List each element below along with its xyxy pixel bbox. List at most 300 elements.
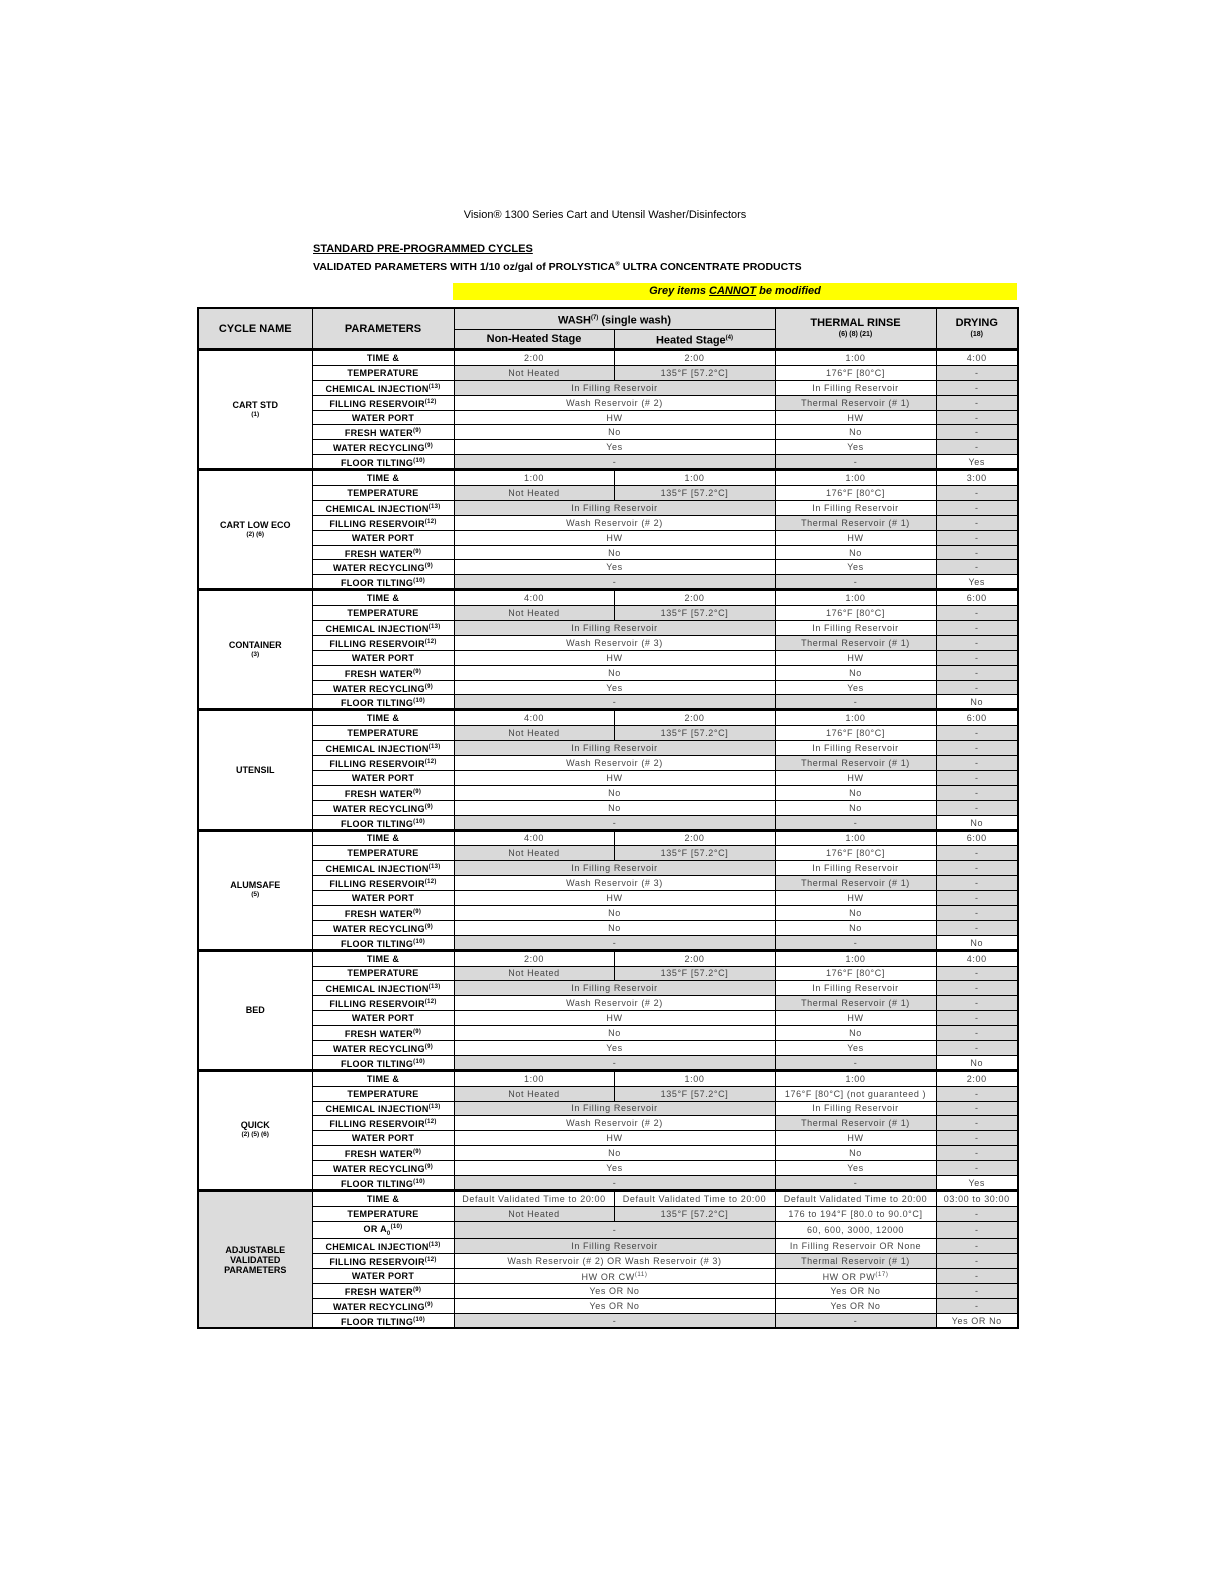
value-cell: Wash Reservoir (# 2) OR Wash Reservoir (# 3): [454, 1254, 775, 1269]
table-row: [198, 606, 1018, 621]
value-cell: -: [936, 756, 1018, 771]
value-cell: 4:00: [454, 710, 614, 726]
value-cell: -: [454, 1221, 775, 1239]
param-label: CHEMICAL INJECTION$^{(13)}$: [312, 1239, 454, 1254]
table-row: [198, 1269, 1018, 1284]
table-row: [198, 1254, 1018, 1269]
value-cell: -: [454, 455, 775, 470]
value-cell: 2:00: [614, 350, 775, 366]
table-row: [198, 1086, 1018, 1101]
value-cell: In Filling Reservoir: [775, 1101, 936, 1116]
value-cell: -: [775, 1313, 936, 1328]
value-cell: -: [936, 1026, 1018, 1041]
value-cell: 135°F [57.2°C]: [614, 365, 775, 380]
value-cell: -: [454, 935, 775, 950]
value-cell: In Filling Reservoir: [454, 861, 775, 876]
value-cell: -: [775, 1175, 936, 1190]
section-subheading: VALIDATED PARAMETERS WITH 1/10 oz/gal of PROLYSTICA® ULTRA CONCENTRATE PRODUCTS: [313, 261, 802, 273]
value-cell: HW: [454, 410, 775, 425]
value-cell: 1:00: [775, 470, 936, 486]
value-cell: No: [775, 665, 936, 680]
value-cell: No: [775, 545, 936, 560]
value-cell: No: [775, 425, 936, 440]
table-row: [198, 815, 1018, 830]
cycle-name: ALUMSAFE (5): [198, 830, 312, 950]
value-cell: Not Heated: [454, 726, 614, 741]
table-row: [198, 470, 1018, 486]
value-cell: -: [936, 981, 1018, 996]
value-cell: 3:00: [936, 470, 1018, 486]
param-label: TIME &: [312, 1070, 454, 1086]
cycle-name: ADJUSTABLE VALIDATED PARAMETERS: [198, 1190, 312, 1328]
param-label: TIME &: [312, 1190, 454, 1206]
value-cell: HW: [775, 410, 936, 425]
header-thermal-rinse: THERMAL RINSE (6) (8) (21): [775, 308, 936, 350]
value-cell: HW: [775, 1131, 936, 1146]
value-cell: In Filling Reservoir: [775, 741, 936, 756]
value-cell: -: [936, 410, 1018, 425]
value-cell: Yes: [454, 560, 775, 575]
table-row: [198, 785, 1018, 800]
value-cell: Thermal Reservoir (# 1): [775, 756, 936, 771]
value-cell: -: [936, 846, 1018, 861]
param-label: WATER RECYCLING$^{(9)}$: [312, 1161, 454, 1176]
table-row: [198, 1284, 1018, 1299]
table-row: [198, 1221, 1018, 1239]
value-cell: -: [936, 800, 1018, 815]
value-cell: In Filling Reservoir: [454, 1239, 775, 1254]
table-row: [198, 920, 1018, 935]
value-cell: -: [775, 695, 936, 710]
value-cell: No: [454, 785, 775, 800]
value-cell: Thermal Reservoir (# 1): [775, 515, 936, 530]
table-row: [198, 530, 1018, 545]
table-row: [198, 800, 1018, 815]
value-cell: In Filling Reservoir: [775, 500, 936, 515]
value-cell: -: [936, 515, 1018, 530]
value-cell: Wash Reservoir (# 3): [454, 635, 775, 650]
value-cell: -: [936, 380, 1018, 395]
param-label: WATER RECYCLING$^{(9)}$: [312, 560, 454, 575]
value-cell: -: [936, 500, 1018, 515]
value-cell: -: [936, 621, 1018, 636]
value-cell: -: [775, 455, 936, 470]
value-cell: Not Heated: [454, 966, 614, 981]
value-cell: 2:00: [454, 350, 614, 366]
value-cell: No: [775, 1146, 936, 1161]
value-cell: 135°F [57.2°C]: [614, 846, 775, 861]
value-cell: HW: [775, 1011, 936, 1026]
value-cell: -: [936, 606, 1018, 621]
value-cell: -: [936, 1206, 1018, 1221]
value-cell: -: [936, 665, 1018, 680]
param-label: TIME &: [312, 950, 454, 966]
value-cell: Thermal Reservoir (# 1): [775, 635, 936, 650]
param-label: TIME &: [312, 590, 454, 606]
value-cell: HW: [775, 650, 936, 665]
value-cell: -: [936, 1161, 1018, 1176]
table-row: [198, 500, 1018, 515]
table-row: [198, 726, 1018, 741]
param-label: WATER PORT: [312, 891, 454, 906]
value-cell: -: [936, 1239, 1018, 1254]
value-cell: 2:00: [614, 710, 775, 726]
cycle-group: [198, 350, 1018, 470]
table-row: [198, 350, 1018, 366]
value-cell: Yes: [454, 1161, 775, 1176]
value-cell: Yes OR No: [936, 1313, 1018, 1328]
param-label: FLOOR TILTING$^{(10)}$: [312, 935, 454, 950]
value-cell: Default Validated Time to 20:00: [614, 1190, 775, 1206]
param-label: WATER PORT: [312, 770, 454, 785]
value-cell: No: [454, 545, 775, 560]
value-cell: -: [936, 876, 1018, 891]
value-cell: -: [775, 815, 936, 830]
table-row: [198, 590, 1018, 606]
param-label: TEMPERATURE: [312, 726, 454, 741]
value-cell: In Filling Reservoir: [775, 621, 936, 636]
value-cell: -: [936, 560, 1018, 575]
param-label: WATER RECYCLING$^{(9)}$: [312, 920, 454, 935]
value-cell: -: [936, 726, 1018, 741]
table-row: [198, 665, 1018, 680]
param-label: OR $A_0^{(10)}$: [312, 1221, 454, 1239]
value-cell: 6:00: [936, 710, 1018, 726]
param-label: FRESH WATER$^{(9)}$: [312, 665, 454, 680]
value-cell: 135°F [57.2°C]: [614, 1086, 775, 1101]
value-cell: -: [454, 1313, 775, 1328]
param-label: WATER PORT: [312, 1011, 454, 1026]
value-cell: Wash Reservoir (# 2): [454, 1116, 775, 1131]
header-non-heated-stage: Non-Heated Stage: [454, 330, 614, 350]
param-label: FRESH WATER$^{(9)}$: [312, 1146, 454, 1161]
value-cell: HW: [775, 770, 936, 785]
param-label: WATER PORT: [312, 1131, 454, 1146]
table-row: [198, 635, 1018, 650]
value-cell: No: [454, 1146, 775, 1161]
value-cell: -: [936, 635, 1018, 650]
table-row: [198, 966, 1018, 981]
table-row: [198, 1175, 1018, 1190]
value-cell: -: [936, 365, 1018, 380]
value-cell: -: [454, 1055, 775, 1070]
param-label: FILLING RESERVOIR$^{(12)}$: [312, 996, 454, 1011]
value-cell: -: [775, 935, 936, 950]
value-cell: -: [936, 1299, 1018, 1314]
value-cell: No: [454, 800, 775, 815]
value-cell: 135°F [57.2°C]: [614, 1206, 775, 1221]
table-row: [198, 395, 1018, 410]
value-cell: Yes OR No: [775, 1299, 936, 1314]
cycle-group: [198, 1070, 1018, 1190]
value-cell: In Filling Reservoir: [454, 500, 775, 515]
param-label: TEMPERATURE: [312, 846, 454, 861]
value-cell: Yes: [936, 455, 1018, 470]
table-row: [198, 1206, 1018, 1221]
param-label: FILLING RESERVOIR$^{(12)}$: [312, 395, 454, 410]
value-cell: 4:00: [454, 830, 614, 846]
value-cell: No: [454, 905, 775, 920]
param-label: FLOOR TILTING$^{(10)}$: [312, 455, 454, 470]
value-cell: Not Heated: [454, 1206, 614, 1221]
value-cell: 6:00: [936, 830, 1018, 846]
param-label: FILLING RESERVOIR$^{(12)}$: [312, 1254, 454, 1269]
value-cell: -: [936, 650, 1018, 665]
value-cell: Yes OR No: [775, 1284, 936, 1299]
value-cell: 60, 600, 3000, 12000: [775, 1221, 936, 1239]
value-cell: Thermal Reservoir (# 1): [775, 395, 936, 410]
value-cell: 1:00: [614, 470, 775, 486]
value-cell: No: [936, 1055, 1018, 1070]
param-label: CHEMICAL INJECTION$^{(13)}$: [312, 981, 454, 996]
value-cell: 176°F [80°C]: [775, 846, 936, 861]
value-cell: Yes: [775, 1161, 936, 1176]
table-row: [198, 1161, 1018, 1176]
table-row: [198, 545, 1018, 560]
table-row: [198, 1299, 1018, 1314]
param-label: WATER RECYCLING$^{(9)}$: [312, 1299, 454, 1314]
value-cell: 4:00: [454, 590, 614, 606]
param-label: CHEMICAL INJECTION$^{(13)}$: [312, 741, 454, 756]
value-cell: -: [936, 1011, 1018, 1026]
table-row: [198, 575, 1018, 590]
value-cell: Not Heated: [454, 1086, 614, 1101]
value-cell: 1:00: [454, 470, 614, 486]
value-cell: Thermal Reservoir (# 1): [775, 876, 936, 891]
param-label: TEMPERATURE: [312, 486, 454, 501]
value-cell: -: [936, 1116, 1018, 1131]
cycle-group: [198, 470, 1018, 590]
footnote-ref: (11): [634, 1272, 648, 1279]
table-row: [198, 1190, 1018, 1206]
param-label: FRESH WATER$^{(9)}$: [312, 1284, 454, 1299]
value-cell: Wash Reservoir (# 2): [454, 756, 775, 771]
header-heated-stage: Heated Stage$^{(4)}$: [614, 330, 775, 350]
cycles-table: [197, 307, 1019, 1329]
value-cell: 176°F [80°C]: [775, 966, 936, 981]
value-cell: 176°F [80°C] (not guaranteed ): [775, 1086, 936, 1101]
table-row: [198, 380, 1018, 395]
cycle-name: UTENSIL: [198, 710, 312, 830]
value-cell: No: [936, 815, 1018, 830]
table-row: [198, 756, 1018, 771]
value-cell: Default Validated Time to 20:00: [454, 1190, 614, 1206]
value-cell: 135°F [57.2°C]: [614, 966, 775, 981]
table-row: [198, 950, 1018, 966]
value-cell: -: [936, 1131, 1018, 1146]
value-cell: -: [454, 575, 775, 590]
table-row: [198, 1101, 1018, 1116]
table-row: [198, 1070, 1018, 1086]
value-cell: -: [775, 575, 936, 590]
value-cell: Yes: [775, 680, 936, 695]
value-cell: Yes: [454, 680, 775, 695]
param-label: FLOOR TILTING$^{(10)}$: [312, 815, 454, 830]
param-label: CHEMICAL INJECTION$^{(13)}$: [312, 861, 454, 876]
param-label: CHEMICAL INJECTION$^{(13)}$: [312, 380, 454, 395]
value-cell: Yes: [775, 560, 936, 575]
value-cell: No: [775, 785, 936, 800]
header-wash: WASH$^{(7)}$ (single wash): [454, 308, 775, 330]
table-row: [198, 695, 1018, 710]
value-cell: Yes: [936, 575, 1018, 590]
param-label: TEMPERATURE: [312, 1206, 454, 1221]
value-cell: HW: [454, 650, 775, 665]
param-label: FRESH WATER$^{(9)}$: [312, 1026, 454, 1041]
cycle-group: [198, 950, 1018, 1070]
cycle-group: [198, 590, 1018, 710]
value-cell: 4:00: [936, 950, 1018, 966]
table-row: [198, 830, 1018, 846]
value-cell: No: [454, 425, 775, 440]
value-cell: 135°F [57.2°C]: [614, 606, 775, 621]
table-row: [198, 710, 1018, 726]
table-row: [198, 861, 1018, 876]
value-cell: -: [936, 395, 1018, 410]
value-cell: 176°F [80°C]: [775, 365, 936, 380]
param-label: CHEMICAL INJECTION$^{(13)}$: [312, 1101, 454, 1116]
table-row: [198, 621, 1018, 636]
param-label: TEMPERATURE: [312, 606, 454, 621]
value-cell: -: [936, 966, 1018, 981]
value-cell: HW OR CW$^{(11)}$: [454, 1269, 775, 1284]
value-cell: Not Heated: [454, 606, 614, 621]
value-cell: -: [936, 545, 1018, 560]
value-cell: Wash Reservoir (# 2): [454, 395, 775, 410]
value-cell: Thermal Reservoir (# 1): [775, 996, 936, 1011]
table-row: [198, 1239, 1018, 1254]
table-row: [198, 846, 1018, 861]
cycle-name: CART STD (1): [198, 350, 312, 470]
param-label: WATER PORT: [312, 650, 454, 665]
param-label: FRESH WATER$^{(9)}$: [312, 425, 454, 440]
param-label: TEMPERATURE: [312, 365, 454, 380]
table-row: [198, 741, 1018, 756]
value-cell: -: [936, 1221, 1018, 1239]
param-label: FRESH WATER$^{(9)}$: [312, 905, 454, 920]
param-label: WATER RECYCLING$^{(9)}$: [312, 800, 454, 815]
table-row: [198, 1040, 1018, 1055]
value-cell: 1:00: [775, 350, 936, 366]
table-row: [198, 440, 1018, 455]
value-cell: Thermal Reservoir (# 1): [775, 1116, 936, 1131]
value-cell: 2:00: [614, 830, 775, 846]
value-cell: No: [454, 1026, 775, 1041]
param-label: TIME &: [312, 830, 454, 846]
value-cell: -: [936, 1254, 1018, 1269]
value-cell: 2:00: [936, 1070, 1018, 1086]
value-cell: Wash Reservoir (# 2): [454, 515, 775, 530]
value-cell: -: [936, 1040, 1018, 1055]
cycle-name: CONTAINER (3): [198, 590, 312, 710]
value-cell: HW: [454, 891, 775, 906]
header-cycle-name: CYCLE NAME: [198, 308, 312, 350]
value-cell: -: [936, 1086, 1018, 1101]
value-cell: No: [775, 1026, 936, 1041]
param-label: CHEMICAL INJECTION$^{(13)}$: [312, 621, 454, 636]
value-cell: HW OR PW$^{(17)}$: [775, 1269, 936, 1284]
value-cell: No: [936, 935, 1018, 950]
table-row: [198, 905, 1018, 920]
param-label: FRESH WATER$^{(9)}$: [312, 785, 454, 800]
value-cell: -: [936, 1101, 1018, 1116]
table-row: [198, 996, 1018, 1011]
table-row: [198, 365, 1018, 380]
value-cell: Default Validated Time to 20:00: [775, 1190, 936, 1206]
value-cell: -: [936, 861, 1018, 876]
param-label: FRESH WATER$^{(9)}$: [312, 545, 454, 560]
cycle-name: QUICK (2) (5) (6): [198, 1070, 312, 1190]
value-cell: 135°F [57.2°C]: [614, 726, 775, 741]
param-label: TIME &: [312, 470, 454, 486]
value-cell: -: [454, 695, 775, 710]
param-label: FLOOR TILTING$^{(10)}$: [312, 695, 454, 710]
table-row: [198, 680, 1018, 695]
value-cell: HW: [454, 770, 775, 785]
value-cell: 03:00 to 30:00: [936, 1190, 1018, 1206]
table-row: [198, 486, 1018, 501]
value-cell: -: [936, 530, 1018, 545]
param-label: FILLING RESERVOIR$^{(12)}$: [312, 756, 454, 771]
param-label: TEMPERATURE: [312, 1086, 454, 1101]
table-row: [198, 876, 1018, 891]
value-cell: Yes OR No: [454, 1299, 775, 1314]
value-cell: -: [936, 486, 1018, 501]
value-cell: 176°F [80°C]: [775, 726, 936, 741]
table-row: [198, 1116, 1018, 1131]
value-cell: 1:00: [775, 830, 936, 846]
value-cell: 1:00: [775, 710, 936, 726]
value-cell: In Filling Reservoir: [454, 981, 775, 996]
value-cell: No: [454, 665, 775, 680]
value-cell: -: [936, 1269, 1018, 1284]
value-cell: Yes: [936, 1175, 1018, 1190]
param-label: FILLING RESERVOIR$^{(12)}$: [312, 635, 454, 650]
param-label: FLOOR TILTING$^{(10)}$: [312, 575, 454, 590]
table-row: [198, 1146, 1018, 1161]
value-cell: 1:00: [775, 590, 936, 606]
value-cell: 6:00: [936, 590, 1018, 606]
value-cell: Not Heated: [454, 846, 614, 861]
document-title: Vision® 1300 Series Cart and Utensil Washer/Disinfectors: [463, 209, 747, 221]
param-label: WATER PORT: [312, 410, 454, 425]
value-cell: 4:00: [936, 350, 1018, 366]
table-row: [198, 981, 1018, 996]
table-row: [198, 650, 1018, 665]
table-row: [198, 560, 1018, 575]
table-row: [198, 1026, 1018, 1041]
value-cell: In Filling Reservoir: [775, 861, 936, 876]
param-label: WATER RECYCLING$^{(9)}$: [312, 440, 454, 455]
cycle-name: BED: [198, 950, 312, 1070]
value-cell: 135°F [57.2°C]: [614, 486, 775, 501]
value-cell: 1:00: [775, 950, 936, 966]
value-cell: -: [936, 891, 1018, 906]
value-cell: 1:00: [454, 1070, 614, 1086]
value-cell: HW: [454, 530, 775, 545]
value-cell: Wash Reservoir (# 2): [454, 996, 775, 1011]
value-cell: 2:00: [614, 950, 775, 966]
cycle-group: [198, 830, 1018, 950]
param-label: WATER RECYCLING$^{(9)}$: [312, 680, 454, 695]
value-cell: In Filling Reservoir: [454, 621, 775, 636]
table-row: [198, 770, 1018, 785]
table-row: [198, 891, 1018, 906]
param-label: TEMPERATURE: [312, 966, 454, 981]
value-cell: No: [775, 905, 936, 920]
value-cell: 2:00: [614, 590, 775, 606]
table-row: [198, 1011, 1018, 1026]
